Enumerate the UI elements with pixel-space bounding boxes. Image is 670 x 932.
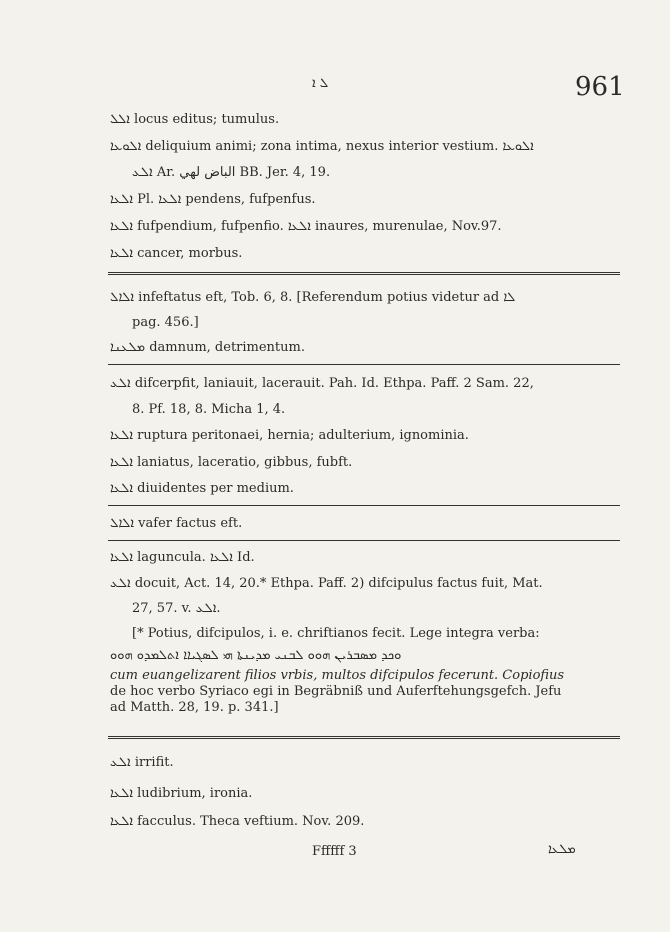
entry: ܐܠܥܐ Pl. ܐܠܥܐ pendens, fufpenfus. [110, 192, 316, 207]
entry: 8. Pf. 18, 8. Micha 1, 4. [132, 402, 286, 417]
entry: ܐܠܥ docuit, Act. 14, 20.* Ethpa. Paff. 2) difcipulus factus fuit, Mat. [110, 576, 543, 591]
entry: ܐܠܥ difcerpfit, laniauit, lacerauit. Pah. Id. Ethpa. Paff. 2 Sam. 22, [110, 376, 534, 391]
entry: ܐܠܥܐ laniatus, laceratio, gibbus, fubft. [110, 455, 353, 470]
entry: ܐܠܥܐ ludibrium, ironia. [110, 786, 253, 801]
entry: ܐܠܥܐ ruptura peritonaei, hernia; adulterium, ignominia. [110, 428, 469, 443]
signature-mark: Ffffff 3 [312, 844, 357, 859]
entry: ܐܠܥܐ diuidentes per medium. [110, 481, 294, 496]
entry: ܐܠܥ Ar. الباض لهي BB. Jer. 4, 19. [132, 165, 331, 180]
entry: ܐܠܠ locus editus; tumulus. [110, 112, 280, 127]
section-divider [108, 540, 620, 541]
entry: ܐܠܐܠ vafer factus eft. [110, 516, 243, 531]
entry: ܐܠܐܠ infeftatus eft, Tob. 6, 8. [Referendum potius videtur ad ܠܐ [110, 290, 516, 305]
section-divider [108, 736, 620, 739]
section-divider [108, 272, 620, 275]
entry: ܐܠܥܐ facculus. Theca veftium. Nov. 209. [110, 814, 365, 829]
entry: ܐܠܥܐ cancer, morbus. [110, 246, 243, 261]
section-divider [108, 505, 620, 506]
entry: ܐܠܥܐ fufpendium, fufpenfio. ܐܠܥܐ inaures, murenulae, Nov.97. [110, 219, 502, 234]
entry: pag. 456.] [132, 315, 199, 330]
bracket-note: [* Potius, difcipulos, i. e. chriftianos fecit. Lege integra verba: ܘܟܕ ܡܣܒܪܝܢ ܗܘܘ ܠܒܢܝ ܡܕܝܢܬܐ ܗܝ ܠܣܓܝܐܐ ܐܬܠܡܕܘ ܗܘܘ cum euangelizarent filios vrbis, multos difcipulos fecerunt. Copiofius de hoc verbo Syriaco egi in Begräbniß und Auferftehungsgefch. Jefu ad Matth. 28, 19. p. 341.] [110, 626, 565, 715]
catchword: ܡܠܥܐ [548, 842, 576, 857]
entry: ܐܠܘܥܐ deliquium animi; zona intima, nexus interior vestium. ܐܠܘܥܐ [110, 139, 534, 154]
entry: ܐܠܥܐ laguncula. ܐܠܥܐ Id. [110, 550, 255, 565]
entry: 27, 57. v. ܐܠܥ. [132, 601, 221, 616]
section-divider [108, 364, 620, 365]
running-head: ܠ ܐ [312, 76, 329, 91]
page-number: 961 [575, 72, 625, 102]
entry: ܡܠܥܢܐ damnum, detrimentum. [110, 340, 305, 355]
entry: ܐܠܥ irrifit. [110, 755, 174, 770]
